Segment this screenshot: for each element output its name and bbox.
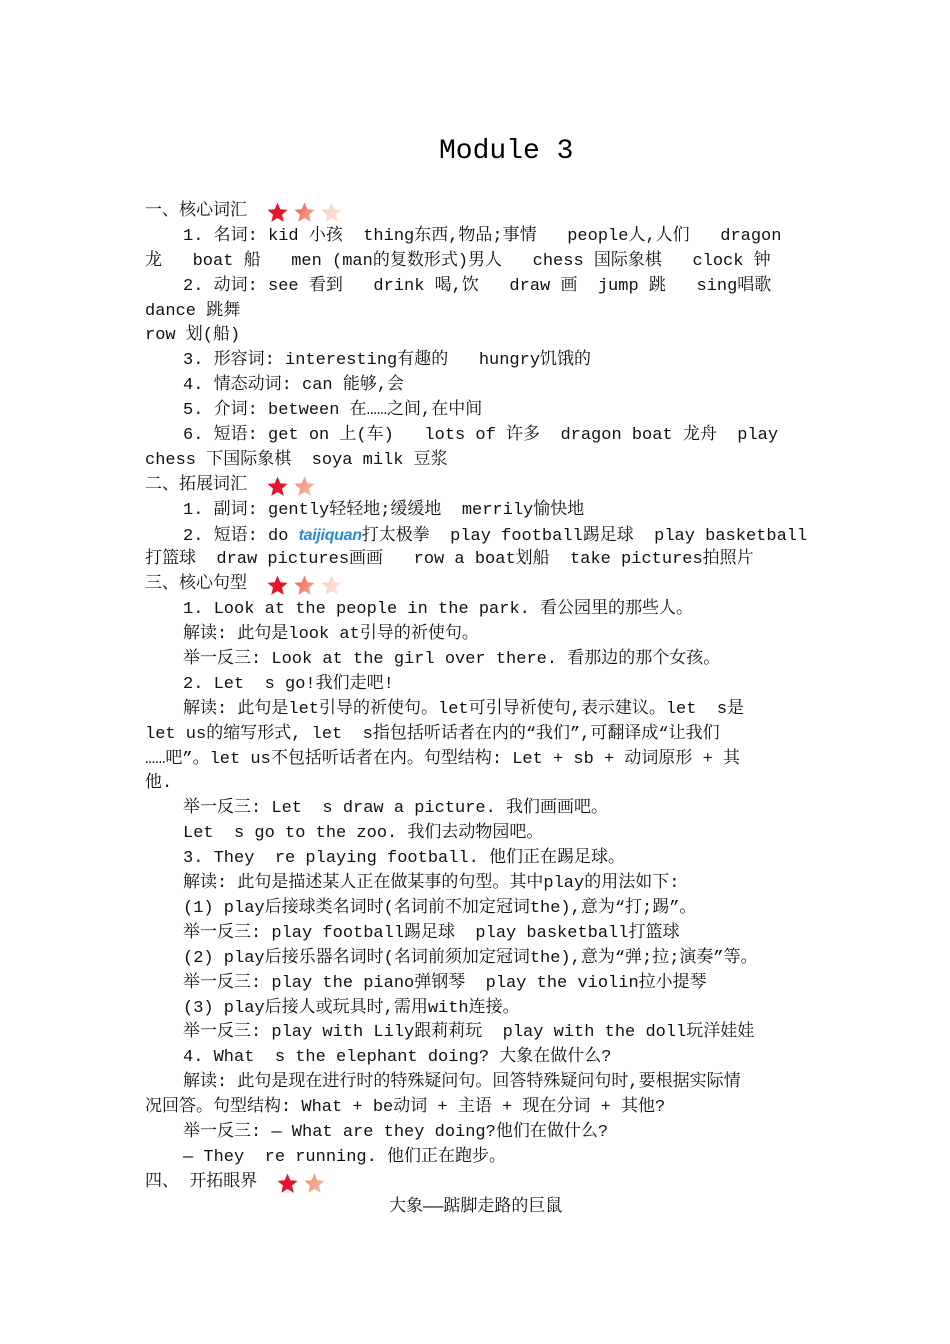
taijiquan-word: taijiquan xyxy=(298,526,362,544)
explanation-line: 解读: 此句是现在进行时的特殊疑问句。回答特殊疑问句时,要根据实际情 xyxy=(183,1073,741,1093)
star-icon xyxy=(276,1172,299,1195)
vocab-line-verbs-cont: row 划(船) xyxy=(145,326,241,346)
vocab-line-nouns: 1. 名词: kid 小孩 thing东西,物品;事情 people人,人们 dragon xyxy=(183,226,782,246)
example-line: 举一反三: Let s draw a picture. 我们画画吧。 xyxy=(183,799,609,819)
example-line: 举一反三: play with Lily跟莉莉玩 play with the doll玩洋娃娃 xyxy=(183,1023,755,1043)
section-heading-core-sentences xyxy=(145,573,865,598)
vocab-line-phrases: 6. 短语: get on 上(车) lots of 许多 dragon boat 龙舟 play xyxy=(183,426,779,446)
vocab-line-verbs: 2. 动词: see 看到 drink 喝,饮 draw 画 jump 跳 sing唱歌 xyxy=(183,276,772,296)
vocab-line-phrases-cont: chess 下国际象棋 soya milk 豆浆 xyxy=(145,450,448,470)
example-line: 举一反三: play football踢足球 play basketball打篮球 xyxy=(183,923,680,943)
page-title: Module 3 xyxy=(439,136,574,167)
vocab-line-adverbs: 1. 副词: gently轻轻地;缓缓地 merrily愉快地 xyxy=(183,500,585,520)
sentence-line: 4. What s the elephant doing? 大象在做什么? xyxy=(183,1048,612,1068)
vocab-line-modal-verbs: 4. 情态动词: can 能够,会 xyxy=(183,376,405,396)
star-icon xyxy=(266,201,289,224)
explanation-line-cont: 他. xyxy=(145,774,173,794)
section-heading-extended-vocabulary xyxy=(145,474,865,499)
section-heading-text: 二、拓展词汇 xyxy=(145,475,247,495)
explanation-line-cont: let us的缩写形式, let s指包括听话者在内的“我们”,可翻译成“让我们 xyxy=(145,724,720,744)
vocab-line-verbs-cont: dance 跳舞 xyxy=(145,301,241,321)
phrase-text: 打太极拳 play football踢足球 play basketball xyxy=(361,526,808,546)
vocab-line-prepositions: 5. 介词: between 在……之间,在中间 xyxy=(183,401,483,421)
sentence-line: 1. Look at the people in the park. 看公园里的那些人。 xyxy=(183,600,694,620)
example-line: 举一反三: Look at the girl over there. 看那边的那个女孩。 xyxy=(183,650,721,670)
vocab-line-extended-phrases-cont: 打篮球 draw pictures画画 row a boat划船 take pictures拍照片 xyxy=(145,550,754,570)
explanation-line: 解读: 此句是描述某人正在做某事的句型。其中play的用法如下: xyxy=(183,874,680,894)
usage-line: (3) play后接人或玩具时,需用with连接。 xyxy=(183,998,520,1018)
star-icon xyxy=(293,574,316,597)
difficulty-stars xyxy=(266,200,343,224)
explanation-line: 解读: 此句是look at引导的祈使句。 xyxy=(183,625,479,645)
explanation-line-cont: 况回答。句型结构: What + be动词 + 主语 + 现在分词 + 其他? xyxy=(145,1098,666,1118)
section-heading-text: 一、核心词汇 xyxy=(145,202,247,221)
section-heading-text: 四、 开拓眼界 xyxy=(145,1172,258,1192)
star-icon xyxy=(293,475,316,498)
section-heading-broaden-horizons xyxy=(145,1171,865,1196)
phrase-text: 2. 短语: do xyxy=(183,526,299,546)
example-line: — They re running. 他们正在跑步。 xyxy=(183,1147,507,1167)
usage-line: (1) play后接球类名词时(名词前不加定冠词the),意为“打;踢”。 xyxy=(183,898,697,918)
section-heading-core-vocabulary xyxy=(145,200,865,225)
sentence-line: 3. They re playing football. 他们正在踢足球。 xyxy=(183,849,626,869)
example-line: 举一反三: play the piano弹钢琴 play the violin拉小提琴 xyxy=(183,973,707,993)
reading-subtitle: 大象——踮脚走路的巨鼠 xyxy=(389,1197,563,1217)
difficulty-stars xyxy=(276,1171,326,1195)
difficulty-stars xyxy=(266,574,343,598)
explanation-line: 解读: 此句是let引导的祈使句。let可引导祈使句,表示建议。let s是 xyxy=(183,699,745,719)
star-icon xyxy=(320,574,343,597)
vocab-line-extended-phrases xyxy=(145,524,865,549)
example-line: Let s go to the zoo. 我们去动物园吧。 xyxy=(183,824,544,844)
document-body xyxy=(145,200,865,1221)
difficulty-stars xyxy=(266,474,316,498)
vocab-line-nouns-cont: 龙 boat 船 men (man的复数形式)男人 chess 国际象棋 clock 钟 xyxy=(145,251,771,271)
star-icon xyxy=(266,475,289,498)
usage-line: (2) play后接乐器名词时(名词前须加定冠词the),意为“弹;拉;演奏”等。 xyxy=(183,948,758,968)
section-heading-text: 三、核心句型 xyxy=(145,575,247,595)
vocab-line-adjectives: 3. 形容词: interesting有趣的 hungry饥饿的 xyxy=(183,351,592,371)
explanation-line-cont: ……吧”。let us不包括听话者在内。句型结构: Let + sb + 动词原形 + 其 xyxy=(145,749,741,769)
star-icon xyxy=(320,201,343,224)
star-icon xyxy=(266,574,289,597)
example-line: 举一反三: — What are they doing?他们在做什么? xyxy=(183,1122,609,1142)
star-icon xyxy=(293,201,316,224)
sentence-line: 2. Let s go!我们走吧! xyxy=(183,674,394,694)
star-icon xyxy=(303,1172,326,1195)
